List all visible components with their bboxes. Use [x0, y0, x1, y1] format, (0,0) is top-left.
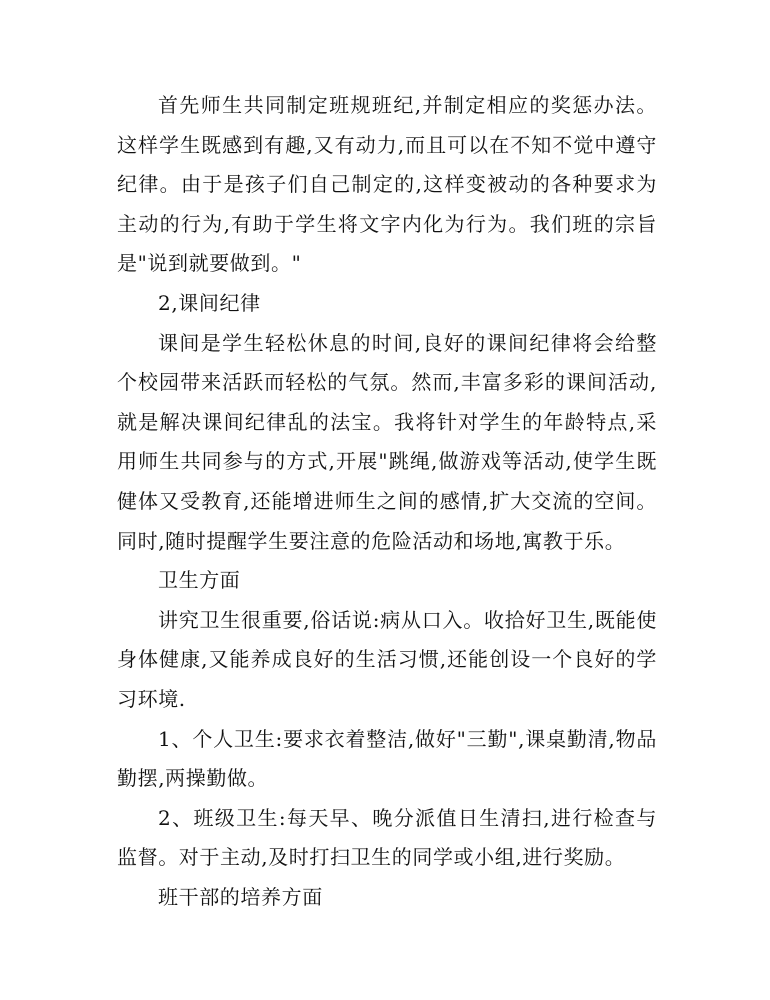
- paragraph-break-discipline: 课间是学生轻松休息的时间,良好的课间纪律将会给整个校园带来活跃而轻松的气氛。然而,丰富多彩的课间活动,就是解决课间纪律乱的法宝。我将针对学生的年龄特点,采用师生共同参与的方式,开展"跳绳,做游戏等活动,使学生既健体又受教育,还能增进师生之间的感情,扩大交流的空间。同时,随时提醒学生要注意的危险活动和场地,寓教于乐。: [117, 330, 657, 553]
- heading-class-cadre: 班干部的培养方面: [158, 884, 323, 909]
- paragraph-hygiene-intro: 讲究卫生很重要,俗话说:病从口入。收拾好卫生,既能使身体健康,又能养成良好的生活习惯,还能创设一个良好的学习环境.: [117, 607, 657, 711]
- document-body: [117, 86, 657, 917]
- paragraph-class-hygiene: 2、班级卫生:每天早、晚分派值日生清扫,进行检查与监督。对于主动,及时打扫卫生的同学或小组,进行奖励。: [117, 805, 657, 870]
- paragraph-personal-hygiene: 1、个人卫生:要求衣着整洁,做好"三勤",课桌勤清,物品勤摆,两操勤做。: [117, 726, 657, 791]
- heading-break-discipline: 2,课间纪律: [158, 290, 261, 315]
- paragraph-rules-intro: 首先师生共同制定班规班纪,并制定相应的奖惩办法。这样学生既感到有趣,又有动力,而且可以在不知不觉中遵守纪律。由于是孩子们自己制定的,这样变被动的各种要求为主动的行为,有助于学生将文字内化为行为。我们班的宗旨是"说到就要做到。": [117, 93, 657, 276]
- heading-hygiene: 卫生方面: [158, 568, 241, 593]
